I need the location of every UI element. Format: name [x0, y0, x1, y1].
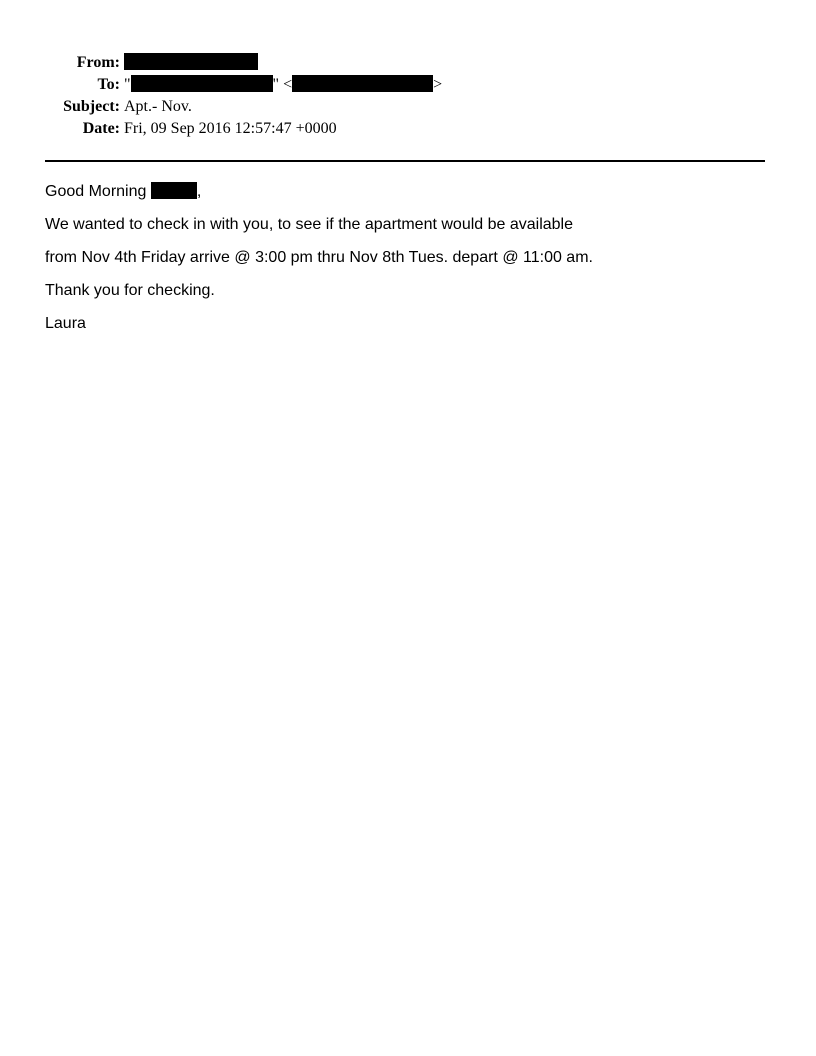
greeting-punct: ,: [196, 183, 202, 200]
body-line-2: from Nov 4th Friday arrive @ 3:00 pm thru Nov 8th Tues. depart @ 11:00 am.: [45, 249, 593, 266]
to-row: [0, 74, 816, 96]
greeting-text: Good Morning: [45, 183, 147, 200]
redaction-box: [151, 182, 197, 199]
from-row: [0, 52, 816, 74]
from-value: [124, 52, 258, 74]
to-quote-open: ": [124, 76, 131, 93]
signature: Laura: [45, 315, 86, 332]
body-line-3: Thank you for checking.: [45, 282, 215, 299]
to-value: [124, 74, 442, 96]
from-label: From:: [76, 54, 120, 71]
redaction-box: [131, 75, 273, 92]
subject-label: Subject:: [63, 98, 120, 115]
redaction-box: [292, 75, 433, 92]
email-header: [0, 52, 816, 140]
subject-row: [0, 96, 816, 118]
to-angle-close: >: [433, 76, 443, 93]
email-body: [45, 181, 765, 346]
to-label: To:: [97, 76, 120, 93]
date-label: Date:: [82, 120, 120, 137]
greeting-line: [45, 181, 765, 214]
body-line-1: We wanted to check in with you, to see if the apartment would be available: [45, 216, 574, 233]
date-row: [0, 118, 816, 140]
to-quote-close: " <: [272, 76, 293, 93]
subject-value: Apt.- Nov.: [124, 98, 192, 115]
header-divider: [45, 160, 765, 162]
redaction-box: [124, 53, 258, 70]
date-value: Fri, 09 Sep 2016 12:57:47 +0000: [124, 120, 337, 137]
